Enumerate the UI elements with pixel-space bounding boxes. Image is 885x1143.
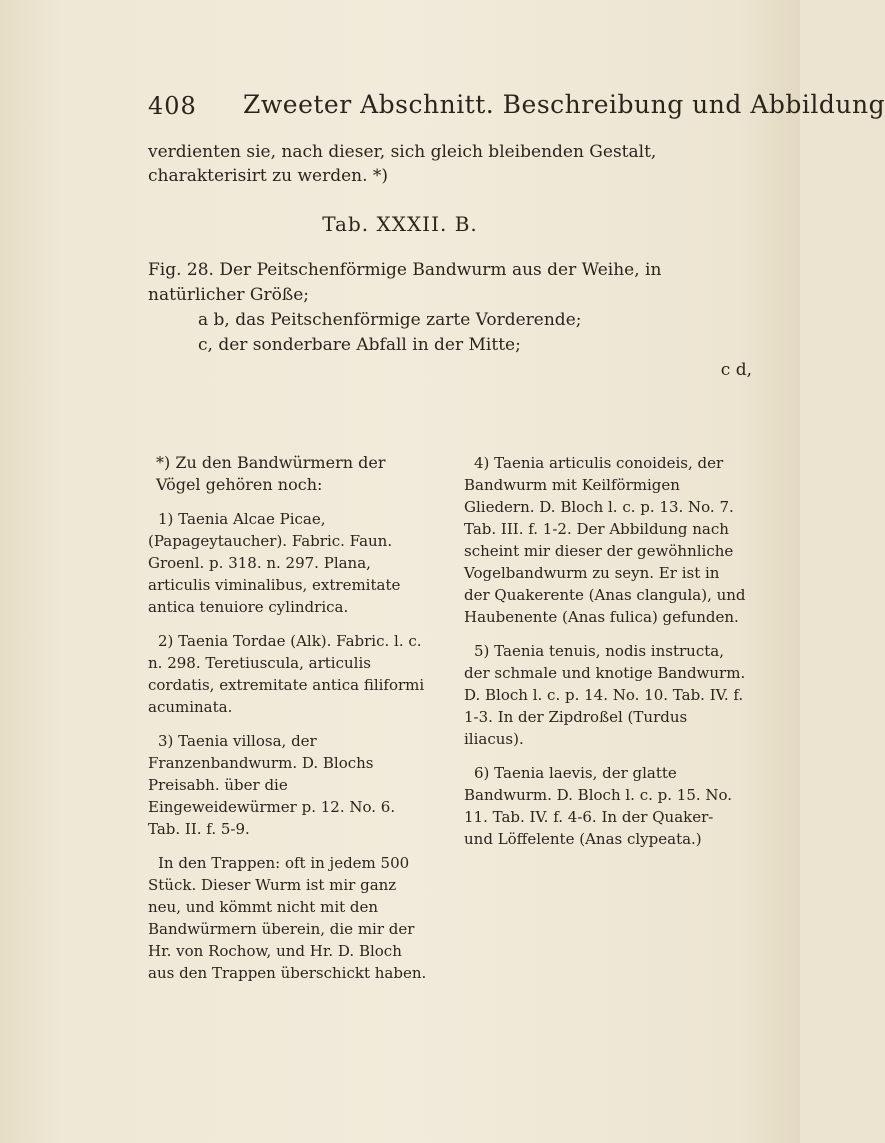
footnote-entry: 2) Taenia Tordae (Alk). Fabric. l. c. n. 298. Teretiuscula, articulis cordatis, extremitate antica filiformi acuminata. (148, 632, 425, 716)
footnote-column-right (464, 452, 746, 862)
footnote-entry: 3) Taenia villosa, der Franzenbandwurm. D. Blochs Preisabh. über die Eingeweidewürmer p. 12. No. 6. Tab. II. f. 5-9. (148, 732, 396, 838)
figure-part-cd: c d, (720, 360, 752, 380)
footnotes (148, 452, 752, 1092)
footnote-entry: 1) Taenia Alcae Picae, (Papageytaucher). Fabric. Faun. Groenl. p. 318. n. 297. Plana, articulis viminalibus, extremitate antica tenuiore cylindrica. (148, 510, 401, 616)
footnote-entry: 5) Taenia tenuis, nodis instructa, der schmale und knotige Bandwurm. D. Bloch l. c. p. 14. No. 10. Tab. IV. f. 1-3. In der Zipdroßel (Turdus iliacus). (464, 642, 746, 748)
page-header (148, 88, 885, 122)
figure-part-c: c, der sonderbare Abfall in der Mitte; (198, 335, 521, 355)
footnote-entry: 4) Taenia articulis conoideis, der Bandwurm mit Keilförmigen Gliedern. D. Bloch l. c. p. 13. No. 7. Tab. III. f. 1-2. Der Abbildung nach scheint mir dieser der gewöhnliche Vogelbandwurm zu seyn. Er ist in der Quakerente (Anas clangula), und Haubenente (Anas fulica) gefunden. (464, 454, 746, 626)
page-number: 408 (148, 92, 197, 120)
plate-heading: Tab. XXXII. B. (322, 212, 478, 236)
footnote-entry: In den Trappen: oft in jedem 500 Stück. Dieser Wurm ist mir ganz neu, und kömmt nicht mit den Bandwürmern überein, die mir der Hr. von Rochow, und Hr. D. Bloch aus den Trappen überschickt haben. (148, 854, 427, 982)
figure-description (148, 258, 752, 383)
intro-paragraph: verdienten sie, nach dieser, sich gleich bleibenden Gestalt, charakterisirt zu werden. *) (148, 142, 657, 186)
figure-part-ab: a b, das Peitschenförmige zarte Vorderende; (198, 310, 582, 330)
figure-caption: Fig. 28. Der Peitschenförmige Bandwurm aus der Weihe, in natürlicher Größe; (148, 260, 662, 305)
footnote-intro: *) Zu den Bandwürmern der Vögel gehören noch: (156, 453, 386, 494)
footnote-column-left (148, 452, 430, 996)
running-head: Zweeter Abschnitt. Beschreibung und Abbildung (243, 90, 885, 119)
footnote-entry: 6) Taenia laevis, der glatte Bandwurm. D. Bloch l. c. p. 15. No. 11. Tab. IV. f. 4-6. In der Quaker- und Löffelente (Anas clypeata.) (464, 764, 733, 848)
